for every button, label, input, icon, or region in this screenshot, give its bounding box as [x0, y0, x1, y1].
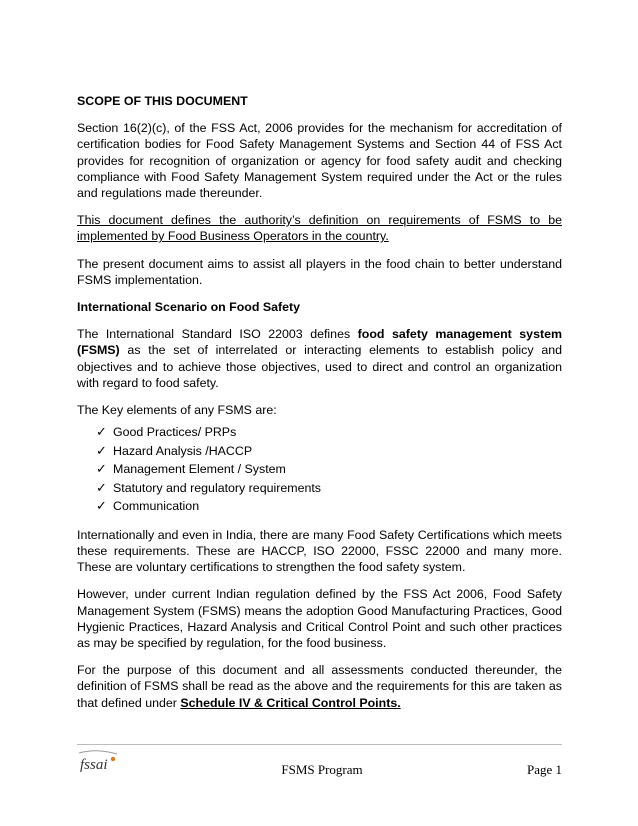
footer-program: FSMS Program [281, 762, 363, 777]
list-item-label: Statutory and regulatory requirements [113, 480, 321, 495]
list-item [96, 461, 562, 480]
list-item-label: Communication [113, 499, 200, 514]
list-item [96, 424, 562, 443]
list-item [96, 498, 562, 517]
check-icon: ✓ [96, 442, 107, 458]
iso-text-before: The International Standard ISO 22003 defines [77, 327, 358, 342]
page-footer [77, 744, 562, 784]
definition-paragraph: This document defines the authority’s definition on requirements of FSMS to be implemented by Food Business Operators in the country. [77, 213, 562, 244]
key-elements-intro: The Key elements of any FSMS are: [77, 403, 277, 418]
check-icon: ✓ [96, 461, 107, 477]
list-item [96, 480, 562, 499]
check-icon: ✓ [96, 424, 107, 440]
purpose-paragraph: The present document aims to assist all players in the food chain to better understand FSMS implementation. [77, 256, 562, 287]
footer-divider [77, 744, 562, 745]
check-icon: ✓ [96, 498, 107, 514]
certifications-paragraph: Internationally and even in India, there are many Food Safety Certifications which meets these requirements. These are HACCP, ISO 22000, FSSC 22000 and many more. These are voluntary certifications to strengthen the food safety system. [77, 527, 562, 575]
fsms-term: food safety management system (FSMS) [77, 327, 562, 358]
svg-text:fssai: fssai [80, 757, 108, 773]
schedule-link[interactable]: Schedule IV & Critical Control Points. [180, 695, 401, 710]
list-item-label: Management Element / System [113, 462, 286, 477]
page-title: SCOPE OF THIS DOCUMENT [77, 94, 248, 108]
regulation-paragraph: However, under current Indian regulation defined by the FSS Act 2006, Food Safety Management System (FSMS) means the adoption Good Manufacturing Practices, Good Hygienic Practices, Hazard Analysis and Critical Control Point and such other practices as may be specified by regulation, for the food business. [77, 587, 562, 650]
iso-text-after: as the set of interrelated or interacting elements to establish policy and objectives and to achieve those objectives, used to direct and control an organization with regard to food safety. [77, 343, 562, 390]
key-elements-list [77, 424, 562, 517]
document-body [77, 93, 562, 711]
list-item-label: Good Practices/ PRPs [113, 425, 237, 440]
scope-paragraph: Section 16(2)(c), of the FSS Act, 2006 provides for the mechanism for accreditation of certification bodies for Food Safety Management Systems and Section 44 of FSS Act provides for recognition of organization or agency for food safety audit and checking compliance with Food Safety Management System required under the Act or the rules and regulations made thereunder. [77, 121, 562, 201]
footer-page-number: Page 1 [526, 762, 562, 777]
check-icon: ✓ [96, 479, 107, 495]
iso-definition-paragraph [77, 326, 562, 391]
closing-text: For the purpose of this document and all assessments conducted thereunder, the definition of FSMS shall be read as the above and the requirements for this are taken as that defined under [77, 663, 562, 710]
list-item-label: Hazard Analysis /HACCP [113, 443, 253, 458]
list-item [96, 443, 562, 462]
section-heading: International Scenario on Food Safety [77, 300, 301, 315]
closing-paragraph [77, 662, 562, 711]
fssai-logo [77, 749, 137, 775]
